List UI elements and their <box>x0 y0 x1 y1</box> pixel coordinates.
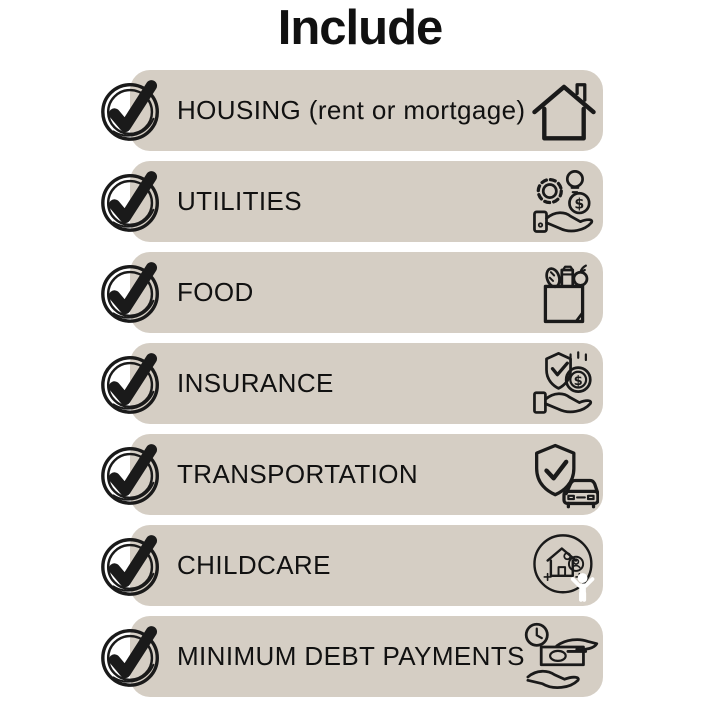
list-item <box>130 343 603 424</box>
list-item <box>130 252 603 333</box>
list-item <box>130 434 603 515</box>
list-item-label: MINIMUM DEBT PAYMENTS <box>177 641 525 671</box>
list-item-label: TRANSPORTATION <box>177 459 419 489</box>
list-item-label: HOUSING (rent or mortgage) <box>177 95 526 125</box>
page-title: Include <box>277 1 443 55</box>
car-shield-icon <box>529 439 599 511</box>
checkmark-circle-icon <box>97 621 167 691</box>
checkmark-circle-icon <box>97 257 167 327</box>
svg-text:$: $ <box>574 196 585 213</box>
svg-text:$: $ <box>573 373 583 389</box>
house-icon <box>529 75 599 147</box>
grocery-bag-icon <box>529 257 599 329</box>
list-item-label: UTILITIES <box>177 186 302 216</box>
list-item <box>130 161 603 242</box>
checkmark-circle-icon <box>97 166 167 236</box>
list-item-label: CHILDCARE <box>177 550 331 580</box>
list-item-label: INSURANCE <box>177 368 334 398</box>
childcare-house-icon <box>529 530 599 602</box>
checkmark-circle-icon <box>97 439 167 509</box>
checkmark-circle-icon <box>97 530 167 600</box>
checkmark-circle-icon <box>97 348 167 418</box>
insurance-shield-coin-icon <box>529 348 599 420</box>
list-item-label: FOOD <box>177 277 254 307</box>
checkmark-circle-icon <box>97 75 167 145</box>
utilities-hand-icon <box>529 166 599 238</box>
list-item <box>130 70 603 151</box>
include-list <box>130 70 603 707</box>
debt-clock-hand-icon <box>519 621 599 693</box>
list-item <box>130 525 603 606</box>
list-item <box>130 616 603 697</box>
